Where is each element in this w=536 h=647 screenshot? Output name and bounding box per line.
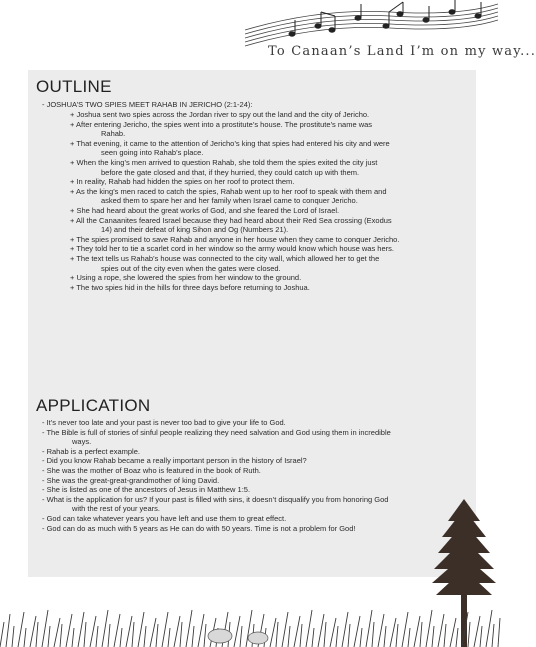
application-item: - Did you know Rahab became a really important person in the history of Israel? <box>42 456 307 466</box>
outline-item: + In reality, Rahab had hidden the spies on her roof to protect them. <box>70 177 295 187</box>
application-item: - She was the great-great-grandmother of king David. <box>42 475 220 485</box>
outline-item: + Using a rope, she lowered the spies from her window to the ground. <box>70 273 302 283</box>
outline-item: + The text tells us Rahab’s house was connected to the city wall, which allowed her to get the spies out of the city even when the gates were closed. <box>70 253 380 273</box>
outline-item: + They told her to tie a scarlet cord in her window so the army would know which house was hers. <box>70 244 394 254</box>
outline-item: + All the Canaanites feared Israel because they had heard about their Red Sea crossing (Exodus 14) and their defeat of king Sihon and Og (Numbers 21). <box>70 215 392 235</box>
application-item: - She was the mother of Boaz who is featured in the book of Ruth. <box>42 465 261 475</box>
outline-list <box>70 110 468 292</box>
outline-item: + Joshua sent two spies across the Jordan river to spy out the land and the city of Jericho. <box>70 110 370 119</box>
outline-item: + When the king’s men arrived to question Rahab, she told them the spies exited the city just before the gate closed and that, if they hurried, they could catch up with them. <box>70 157 378 177</box>
outline-item: + That evening, it came to the attention of Jericho’s king that spies had entered his city and were seen going into Rahab’s place. <box>70 138 390 158</box>
outline-item: + The spies promised to save Rahab and anyone in her house when they came to conquer Jericho. <box>70 234 400 244</box>
header-tagline: To Canaan’s Land I’m on my way... <box>268 44 536 59</box>
application-item: - It’s never too late and your past is never too bad to give your life to God. <box>42 418 286 427</box>
application-item: - God can do as much with 5 years as He can do with 50 years. Time is not a problem for God! <box>42 523 356 533</box>
grass-border <box>0 592 500 647</box>
application-item: - She is listed as one of the ancestors of Jesus in Matthew 1:5. <box>42 485 251 495</box>
outline-item: + The two spies hid in the hills for three days before returning to Joshua. <box>70 282 310 292</box>
outline-heading: - JOSHUA’S TWO SPIES MEET RAHAB IN JERICHO (2:1-24): <box>42 100 253 109</box>
application-item: - Rahab is a perfect example. <box>42 446 140 456</box>
outline-item: + She had heard about the great works of God, and she feared the Lord of Israel. <box>70 205 340 215</box>
application-item: - God can take whatever years you have left and use them to great effect. <box>42 513 287 523</box>
application-list <box>42 418 468 533</box>
application-item: - What is the application for us? If your past is filled with sins, it doesn’t disqualify you from honoring God with the rest of your years. <box>42 494 389 514</box>
application-title: APPLICATION <box>36 396 151 415</box>
outline-title: OUTLINE <box>36 77 112 96</box>
application-item: - The Bible is full of stories of sinful people realizing they need salvation and God using them in incredible ways. <box>42 427 391 447</box>
outline-item: + After entering Jericho, the spies went into a prostitute’s house. The prostitute’s name was Rahab. <box>70 119 373 139</box>
outline-item: + As the king’s men raced to catch the spies, Rahab went up to her roof to speak with them and asked them to spare her and her family when Israel came to conquer Jericho. <box>70 186 387 206</box>
